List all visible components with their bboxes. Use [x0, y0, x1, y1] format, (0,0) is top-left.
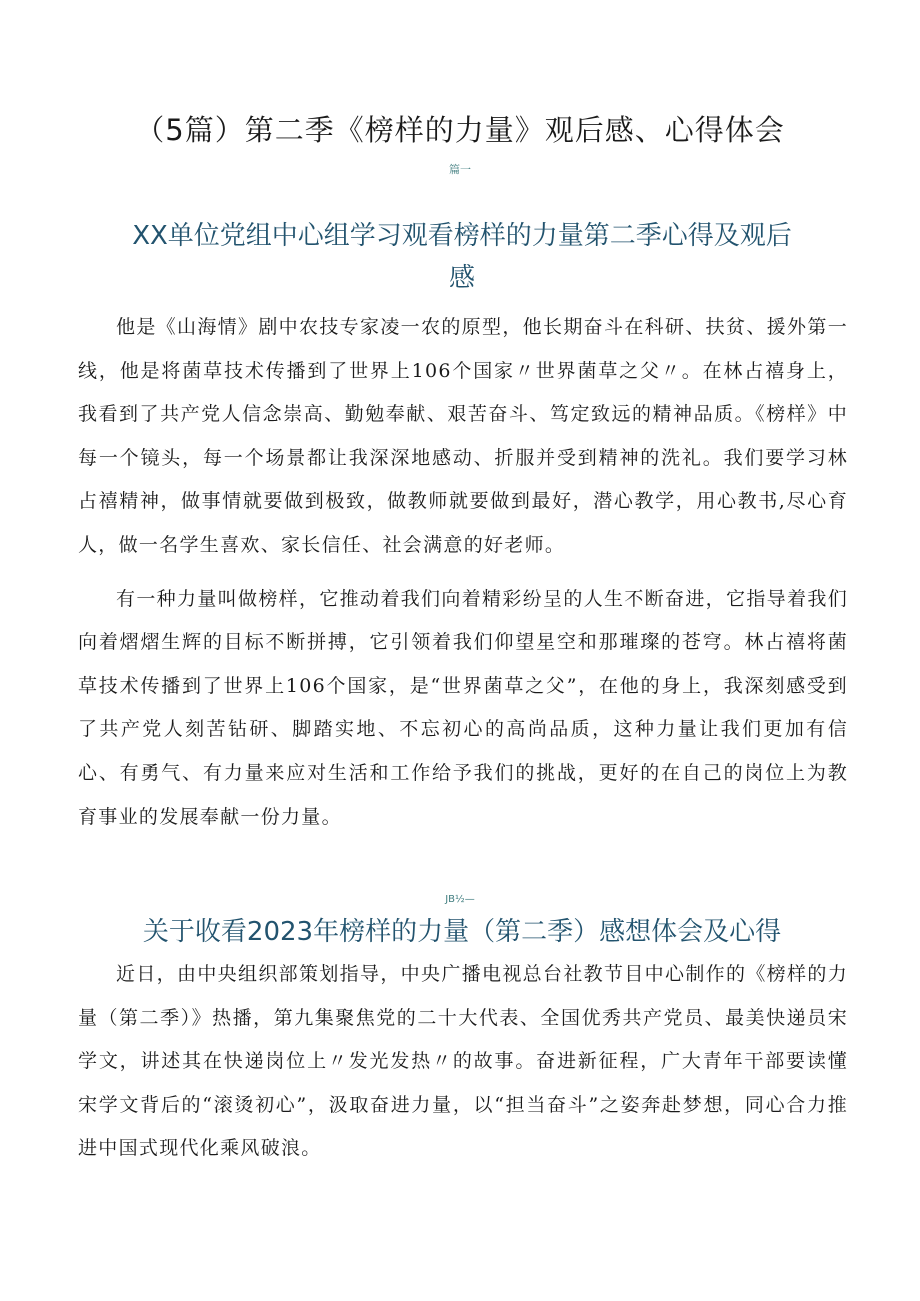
section-2-paragraph-1: 近日，由中央组织部策划指导，中央广播电视总台社教节目中心制作的《榜样的力量（第二季）》热播，第九集聚焦党的二十大代表、全国优秀共产党员、最美快递员宋学文，讲述其在快递岗位上〃发光发热〃的故事。奋进新征程，广大青年干部要读懂宋学文背后的“滚烫初心”，汲取奋进力量，以“担当奋斗”之姿奔赴梦想，同心合力推进中国式现代化乘风破浪。	[78, 963, 848, 1160]
document-title: （5篇）第二季《榜样的力量》观后感、心得体会	[135, 113, 785, 147]
section-2-body	[78, 953, 848, 1171]
section-2-label: JB½—	[445, 894, 475, 905]
section-1-label: 篇一	[449, 163, 471, 176]
section-1-body	[78, 306, 848, 839]
section-1-paragraph-2: 有一种力量叫做榜样，它推动着我们向着精彩纷呈的人生不断奋进，它指导着我们向着熠熠生辉的目标不断拼搏，它引领着我们仰望星空和那璀璨的苍穹。林占禧将菌草技术传播到了世界上106个国家，是“世界菌草之父”，在他的身上，我深刻感受到了共产党人刻苦钻研、脚踏实地、不忘初心的高尚品质，这种力量让我们更加有信心、有勇气、有力量来应对生活和工作给予我们的挑战，更好的在自己的岗位上为教育事业的发展奉献一份力量。	[78, 587, 848, 828]
section-1-paragraph-1: 他是《山海情》剧中农技专家凌一农的原型，他长期奋斗在科研、扶贫、援外第一线，他是将菌草技术传播到了世界上106个国家〃世界菌草之父〃。在林占禧身上，我看到了共产党人信念崇高、勤勉奉献、艰苦奋斗、笃定致远的精神品质。《榜样》中每一个镜头，每一个场景都让我深深地感动、折服并受到精神的洗礼。我们要学习林占禧精神，做事情就要做到极致，做教师就要做到最好，潜心教学，用心教书,尽心育人，做一名学生喜欢、家长信任、社会满意的好老师。	[78, 316, 848, 556]
section-1-heading: XX单位党组中心组学习观看榜样的力量第二季心得及观后感	[132, 221, 792, 293]
section-2-heading: 关于收看2023年榜样的力量（第二季）感想体会及心得	[142, 917, 782, 947]
